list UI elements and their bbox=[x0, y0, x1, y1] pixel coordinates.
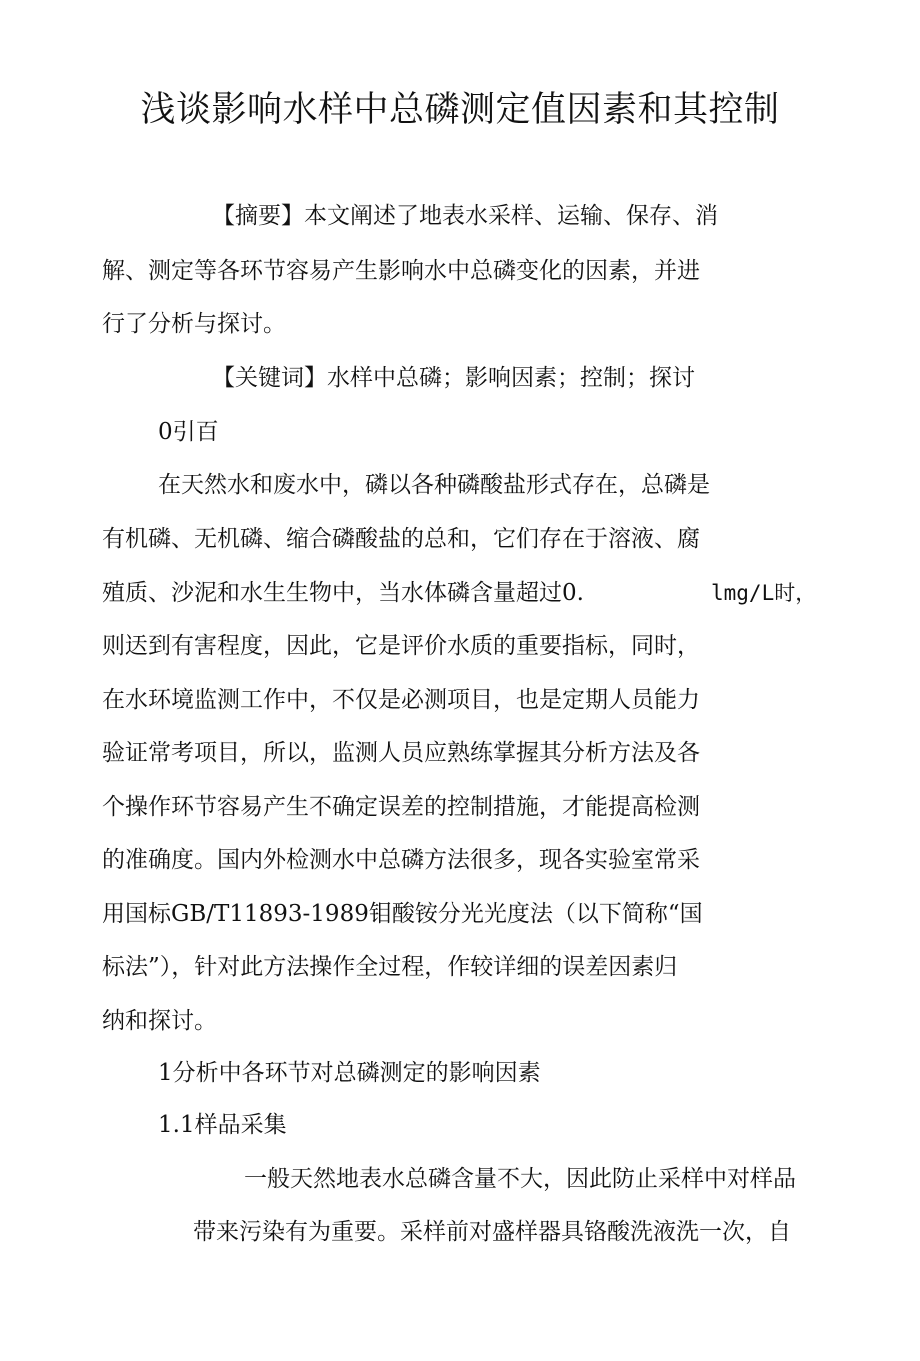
intro-line-3a: 殖质、沙泥和水生生物中，当水体磷含量超过0. bbox=[102, 580, 584, 606]
abstract-line-3: 行了分析与探讨。 bbox=[102, 311, 286, 337]
intro-line-5: 在水环境监测工作中，不仅是必测项目，也是定期人员能力 bbox=[102, 687, 700, 713]
intro-line-11: 纳和探讨。 bbox=[102, 1008, 217, 1034]
intro-line-6: 验证常考项目，所以，监测人员应熟练掌握其分析方法及各 bbox=[102, 740, 700, 766]
intro-line-10: 标法”），针对此方法操作全过程，作较详细的误差因素归 bbox=[102, 954, 678, 980]
document-title: 浅谈影响水样中总磷测定值因素和其控制 bbox=[140, 90, 780, 130]
abstract-line-2: 解、测定等各环节容易产生影响水中总磷变化的因素，并进 bbox=[102, 258, 700, 284]
section-1-1-line-2: 带来污染有为重要。采样前对盛样器具铬酸洗液洗一次，自 bbox=[193, 1219, 791, 1245]
intro-heading: 0引百 bbox=[158, 419, 219, 445]
intro-line-2: 有机磷、无机磷、缩合磷酸盐的总和，它们存在于溶液、腐 bbox=[102, 526, 700, 552]
intro-line-3b: lmg/L时， bbox=[711, 581, 817, 605]
section-1-heading: 1分析中各环节对总磷测定的影响因素 bbox=[158, 1060, 541, 1086]
keywords-line: 【关键词】水样中总磷；影响因素；控制；探讨 bbox=[212, 365, 695, 391]
intro-line-1: 在天然水和废水中，磷以各种磷酸盐形式存在，总磷是 bbox=[158, 472, 710, 498]
section-1-1-line-1: 一般天然地表水总磷含量不大，因此防止采样中对样品 bbox=[244, 1166, 796, 1192]
intro-line-7: 个操作环节容易产生不确定误差的控制措施，才能提高检测 bbox=[102, 794, 700, 820]
intro-line-9: 用国标GB/T11893-1989钼酸铵分光光度法（以下简称“国 bbox=[102, 901, 703, 927]
section-1-1-heading: 1.1样品采集 bbox=[158, 1112, 287, 1138]
intro-line-4: 则迗到有害程度，因此，它是评价水质的重要指标，同时， bbox=[102, 633, 700, 659]
intro-line-8: 的准确度。国内外检测水中总磷方法很多，现各实验室常采 bbox=[102, 847, 700, 873]
abstract-line-1: 【摘要】本文阐述了地表水采样、运输、保存、消 bbox=[212, 203, 718, 229]
